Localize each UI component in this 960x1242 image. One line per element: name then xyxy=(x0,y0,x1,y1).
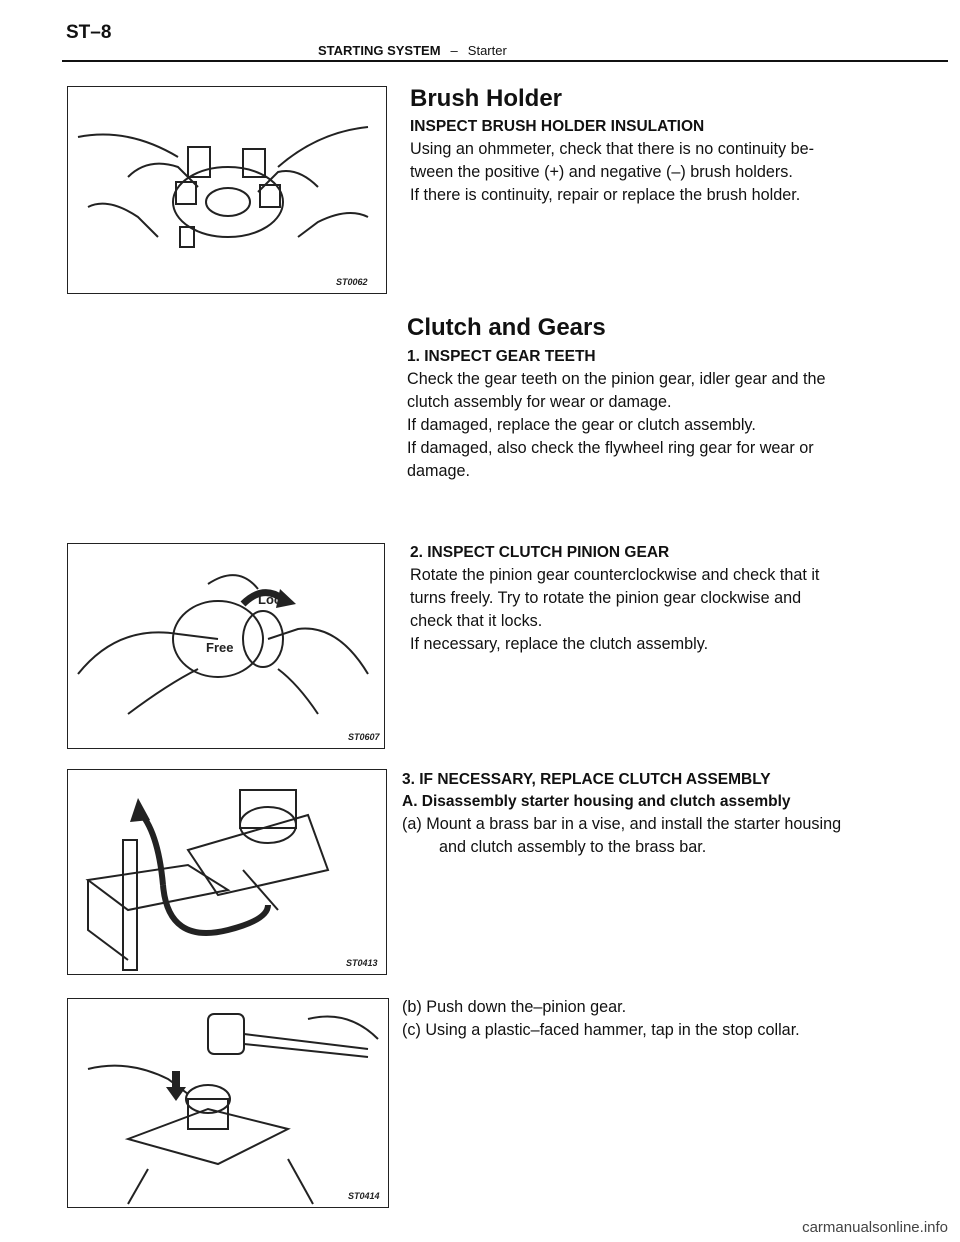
header-section xyxy=(318,43,507,58)
step3-a-line-2: and clutch assembly to the brass bar. xyxy=(439,838,707,856)
figure-code-st0607: ST0607 xyxy=(348,732,380,742)
step3-c-line: (c) Using a plastic–faced hammer, tap in the stop collar. xyxy=(402,1021,800,1039)
step1-line-1: Check the gear teeth on the pinion gear, idler gear and the xyxy=(407,370,826,388)
step2-line-3: check that it locks. xyxy=(410,612,543,630)
brush-holder-step: INSPECT BRUSH HOLDER INSULATION xyxy=(410,118,705,135)
header-separator: – xyxy=(450,43,458,58)
figure-code-st0062: ST0062 xyxy=(336,277,368,287)
step1-line-5: damage. xyxy=(407,462,470,480)
step3-section xyxy=(402,769,942,859)
step3-a-line-1: (a) Mount a brass bar in a vise, and install the starter housing xyxy=(402,815,842,833)
figure-code-st0413: ST0413 xyxy=(346,958,378,968)
figure-brush-holder xyxy=(67,86,387,294)
figure-code-st0414: ST0414 xyxy=(348,1191,380,1201)
step3-heading: 3. IF NECESSARY, REPLACE CLUTCH ASSEMBLY xyxy=(402,771,771,788)
tap-stop-collar-illustration xyxy=(68,999,388,1207)
step3-subheading: A. Disassembly starter housing and clutch assembly xyxy=(402,793,791,810)
step1-line-2: clutch assembly for wear or damage. xyxy=(407,393,672,411)
watermark: carmanualsonline.info xyxy=(802,1219,948,1236)
step1-line-3: If damaged, replace the gear or clutch assembly. xyxy=(407,416,756,434)
push-arrow-shaft xyxy=(172,1071,180,1089)
step3-bc-section xyxy=(402,996,942,1042)
brush-holder-illustration xyxy=(68,87,386,293)
figure-tap-stop-collar xyxy=(67,998,389,1208)
step2-line-1: Rotate the pinion gear counterclockwise and check that it xyxy=(410,566,820,584)
clutch-gears-title: Clutch and Gears xyxy=(407,314,606,341)
section-name: STARTING SYSTEM xyxy=(318,43,441,58)
step1-line-4: If damaged, also check the flywheel ring gear for wear or xyxy=(407,439,814,457)
page-id: ST–8 xyxy=(66,22,112,43)
header-rule xyxy=(62,60,948,62)
figure-housing-brass-bar xyxy=(67,769,387,975)
clutch-pinion-illustration xyxy=(68,544,384,748)
figure-clutch-pinion xyxy=(67,543,385,749)
brush-holder-line-3: If there is continuity, repair or replace the brush holder. xyxy=(410,186,801,204)
step3-b-line: (b) Push down the–pinion gear. xyxy=(402,998,627,1016)
push-arrowhead xyxy=(166,1087,186,1101)
step1-heading: 1. INSPECT GEAR TEETH xyxy=(407,348,596,365)
step2-heading: 2. INSPECT CLUTCH PINION GEAR xyxy=(410,544,670,561)
brush-holder-line-2: tween the positive (+) and negative (–) brush holders. xyxy=(410,163,793,181)
brush-holder-section xyxy=(410,85,930,207)
brush-holder-line-1: Using an ohmmeter, check that there is no continuity be- xyxy=(410,140,814,158)
label-free: Free xyxy=(206,640,234,655)
step2-line-4: If necessary, replace the clutch assembly. xyxy=(410,635,709,653)
step2-line-2: turns freely. Try to rotate the pinion gear clockwise and xyxy=(410,589,802,607)
label-lock: Lock xyxy=(258,592,289,607)
brush-holder-title: Brush Holder xyxy=(410,85,563,112)
clutch-gears-section xyxy=(407,314,937,483)
mount-arrow-up xyxy=(138,810,163,885)
subsection-name: Starter xyxy=(467,43,507,58)
housing-brass-bar-illustration xyxy=(68,770,386,974)
step2-section xyxy=(410,542,930,656)
mount-arrowhead xyxy=(130,798,150,822)
